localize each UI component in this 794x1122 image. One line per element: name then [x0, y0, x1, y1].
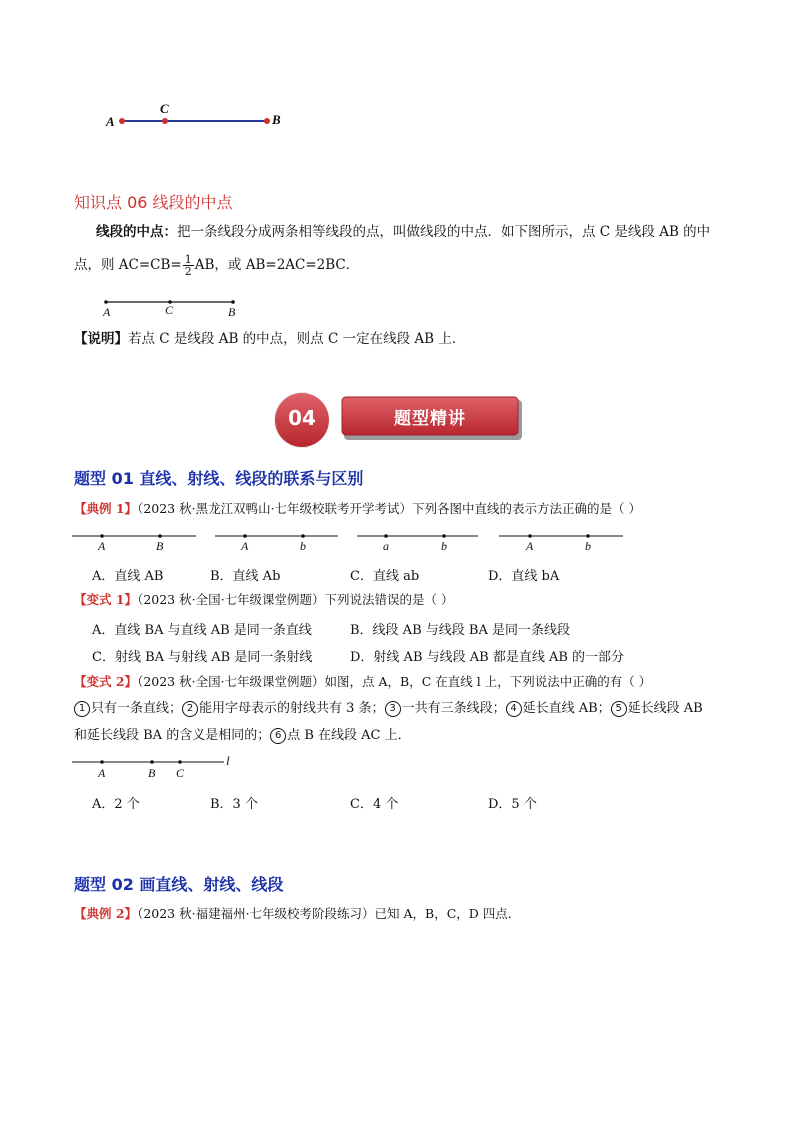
note-line: [74, 328, 465, 350]
fig-b-label-1: A: [241, 539, 249, 553]
knowledge-heading: 知识点 06 线段的中点: [74, 193, 233, 212]
variant2-option-b[interactable]: B．3 个: [210, 797, 258, 812]
label-a: A: [106, 114, 115, 129]
fig-d-label-2: b: [585, 539, 591, 553]
statement-5-continued: 和延长线段 BA 的含义是相同的；: [74, 728, 271, 743]
variant1-option-a[interactable]: A．直线 BA 与直线 AB 是同一条直线: [92, 623, 312, 638]
figure-d: [499, 534, 623, 538]
fig-d-label-1: A: [526, 539, 534, 553]
statement-5: 延长线段 AB: [627, 701, 703, 716]
fig-a-label-2: B: [156, 539, 164, 553]
point-a: [119, 118, 125, 124]
fig-b-label-2: b: [300, 539, 306, 553]
midpoint-term: 线段的中点：: [96, 224, 177, 240]
label-c: C: [160, 101, 169, 116]
point-b: [231, 300, 235, 304]
variant1-option-b[interactable]: B．线段 AB 与线段 BA 是同一条线段: [350, 623, 570, 638]
label-l: l: [226, 753, 230, 768]
example1-figures: [70, 530, 630, 542]
circled-6: 6: [270, 728, 286, 744]
type01-heading: 题型 01 直线、射线、线段的联系与区别: [74, 469, 364, 488]
example2-tag: 【典例 2】: [74, 906, 138, 921]
midpoint-def-text: 把一条线段分成两条相等线段的点，叫做线段的中点．如下图所示，点 C 是线段 AB 的中: [177, 224, 711, 240]
midpoint-definition-line2: [74, 254, 359, 277]
circled-1: 1: [74, 701, 90, 717]
label-b: B: [272, 112, 281, 127]
point-b: [264, 118, 270, 124]
circled-4: 4: [506, 701, 522, 717]
label-a: A: [98, 766, 106, 780]
example2-stem: [74, 904, 520, 924]
note-tag: 【说明】: [74, 331, 128, 347]
variant2-text: （2023 秋·全国·七年级课堂例题）如图，点 A，B，C 在直线 l 上，下列说法中正确的有（ ）: [137, 674, 652, 689]
type02-heading: 题型 02 画直线、射线、线段: [74, 875, 284, 894]
point-b: [150, 760, 154, 764]
fraction-half: [183, 254, 194, 277]
label-b: B: [148, 766, 156, 780]
variant2-stem: [74, 672, 651, 692]
statement-3: 一共有三条线段；: [401, 701, 506, 716]
point-a: [104, 300, 108, 304]
variant1-text: （2023 秋·全国·七年级课堂例题）下列说法错误的是（ ）: [137, 592, 454, 607]
statement-1: 只有一条直线；: [91, 701, 183, 716]
point-a: [100, 760, 104, 764]
statement-2: 能用字母表示的射线共有 3 条；: [199, 701, 385, 716]
example1-option-b[interactable]: B．直线 Ab: [210, 569, 281, 584]
midpoint-definition-line1: [96, 221, 710, 243]
figure-a: [72, 534, 196, 538]
circled-2: 2: [182, 701, 198, 717]
example1-option-d[interactable]: D．直线 bA: [488, 569, 560, 584]
variant1-option-d[interactable]: D．射线 AB 与线段 AB 都是直线 AB 的一部分: [350, 650, 625, 665]
note-text: 若点 C 是线段 AB 的中点，则点 C 一定在线段 AB 上．: [128, 331, 466, 347]
variant1-tag: 【变式 1】: [74, 592, 138, 607]
fig-c-label-1: a: [383, 539, 389, 553]
example1-stem: [74, 499, 641, 519]
banner-number: 04: [288, 406, 316, 430]
variant1-stem: [74, 590, 454, 610]
example1-option-c[interactable]: C．直线 ab: [350, 569, 420, 584]
fraction-denominator: 2: [184, 265, 192, 278]
fig-c-label-2: b: [441, 539, 447, 553]
example1-tag: 【典例 1】: [74, 501, 138, 516]
midpoint-formula-post: AB，或 AB=2AC=2BC．: [194, 257, 360, 273]
figure-c: [357, 534, 478, 538]
label-c: C: [165, 303, 174, 317]
variant2-option-d[interactable]: D．5 个: [488, 797, 537, 812]
circled-5: 5: [611, 701, 627, 717]
variant2-tag: 【变式 2】: [74, 674, 138, 689]
variant2-option-a[interactable]: A．2 个: [92, 797, 140, 812]
label-a: A: [103, 305, 111, 319]
fraction-numerator: 1: [184, 253, 192, 266]
variant1-option-c[interactable]: C．射线 BA 与射线 AB 是同一条射线: [92, 650, 313, 665]
banner-title: 题型精讲: [394, 409, 466, 429]
variant2-option-c[interactable]: C．4 个: [350, 797, 399, 812]
point-c: [162, 118, 168, 124]
example1-option-a[interactable]: A．直线 AB: [92, 569, 164, 584]
variant2-statements-line1: [74, 699, 703, 719]
label-c: C: [176, 766, 185, 780]
statement-6: 点 B 在线段 AC 上．: [287, 728, 411, 743]
figure-b: [215, 534, 338, 538]
midpoint-formula-pre: 点，则 AC=CB=: [74, 257, 182, 273]
circled-3: 3: [385, 701, 401, 717]
fig-a-label-1: A: [98, 539, 106, 553]
segment-figure-acb: [100, 100, 300, 140]
point-c: [178, 760, 182, 764]
example1-text: （2023 秋·黑龙江双鸭山·七年级校联考开学考试）下列各图中直线的表示方法正确的是（ ）: [137, 501, 642, 516]
label-b: B: [228, 305, 236, 319]
statement-4: 延长直线 AB；: [522, 701, 611, 716]
example2-text: （2023 秋·福建福州·七年级校考阶段练习）已知 A，B，C，D 四点．: [137, 906, 521, 921]
variant2-statements-line2: [74, 726, 411, 746]
